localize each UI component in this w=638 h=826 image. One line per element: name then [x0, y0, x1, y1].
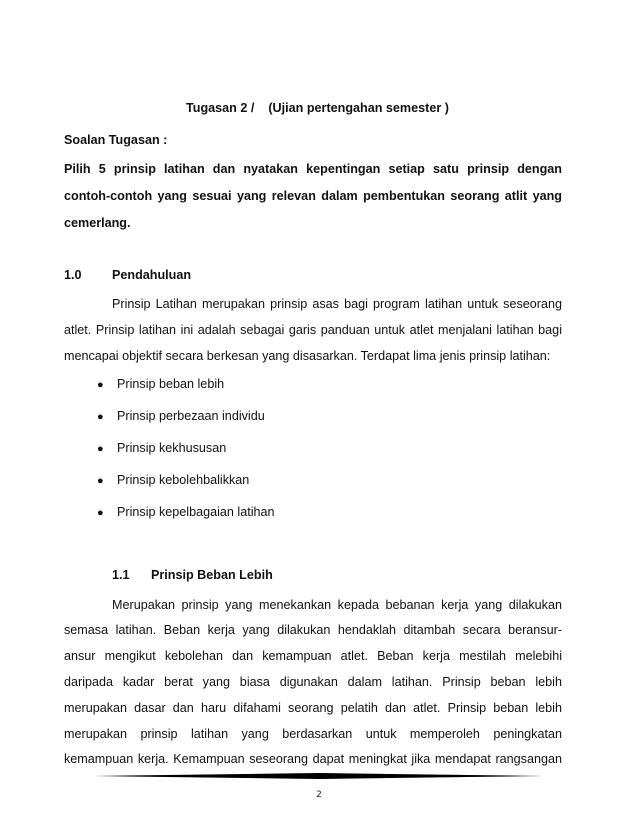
question-line: contoh-contoh yang sesuai yang relevan dalam pembentukan seorang atlit yang	[64, 189, 562, 203]
assignment-title-part1: Tugasan 2 /	[186, 101, 255, 115]
body-line: kemampuan kerja. Kemampuan seseorang dapat meningkat jika mendapat rangsangan	[64, 752, 562, 766]
body-line: merupakan prinsip latihan yang berdasarkan untuk memperoleh peningkatan	[64, 727, 562, 741]
footer-rule	[94, 773, 544, 779]
intro-line: mencapai objektif secara berkesan yang disasarkan. Terdapat lima jenis prinsip latihan:	[64, 349, 551, 363]
question-line: Pilih 5 prinsip latihan dan nyatakan kepentingan setiap satu prinsip dengan	[64, 162, 562, 176]
subsection-number: 1.1	[112, 568, 130, 582]
assignment-title-part2: (Ujian pertengahan semester )	[268, 101, 449, 115]
body-line: Merupakan prinsip yang menekankan kepada bebanan kerja yang dilakukan	[112, 598, 562, 612]
question-label: Soalan Tugasan :	[64, 133, 168, 147]
bullet-item: ● Prinsip kepelbagaian latihan	[97, 505, 275, 519]
page-number: 2	[316, 790, 322, 800]
bullet-item: ● Prinsip kekhususan	[97, 441, 227, 455]
intro-line: atlet. Prinsip latihan ini adalah sebagai garis panduan untuk atlet menjalani latihan bagi	[64, 323, 562, 337]
intro-line: Prinsip Latihan merupakan prinsip asas bagi program latihan untuk seseorang	[112, 297, 562, 311]
bullet-item: ● Prinsip kebolehbalikkan	[97, 473, 250, 487]
bullet-text: Prinsip perbezaan individu	[117, 409, 265, 423]
body-line: merupakan dasar dan haru difahami seorang pelatih dan atlet. Prinsip beban lebih	[64, 701, 562, 715]
body-line: daripada kadar berat yang biasa digunakan dalam latihan. Prinsip beban lebih	[64, 675, 562, 689]
section-heading: Pendahuluan	[112, 268, 192, 282]
body-line: ansur mengikut kebolehan dan kemampuan atlet. Beban kerja mestilah melebihi	[64, 649, 562, 663]
bullet-text: Prinsip beban lebih	[117, 377, 225, 391]
bullet-text: Prinsip kepelbagaian latihan	[117, 505, 275, 519]
bullet-text: Prinsip kekhususan	[117, 441, 227, 455]
body-line: semasa latihan. Beban kerja yang dilakukan hendaklah ditambah secara beransur-	[64, 623, 562, 637]
assignment-title	[186, 101, 449, 115]
question-line: cemerlang.	[64, 216, 131, 230]
section-number: 1.0	[64, 268, 82, 282]
subsection-heading: Prinsip Beban Lebih	[151, 568, 273, 582]
bullet-item: ● Prinsip perbezaan individu	[97, 409, 265, 423]
bullet-text: Prinsip kebolehbalikkan	[117, 473, 250, 487]
bullet-item: ● Prinsip beban lebih	[97, 377, 225, 391]
